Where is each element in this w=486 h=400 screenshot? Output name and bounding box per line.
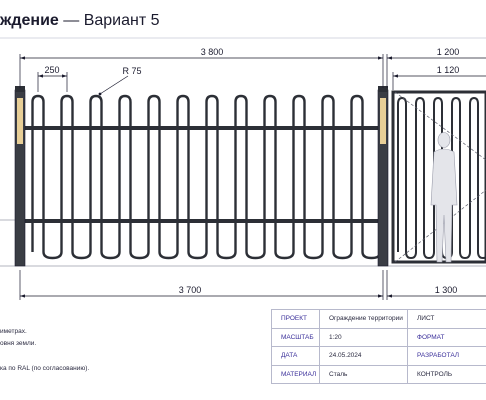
note-line-2: овня земли. — [0, 340, 37, 347]
center-post — [378, 86, 388, 266]
fence-bar — [236, 96, 265, 258]
fence-bar — [62, 96, 91, 258]
gate-bar — [470, 98, 486, 258]
spec-value: 1:20 — [320, 328, 408, 347]
gate-bar — [398, 98, 416, 258]
spec-key: ПРОЕКТ — [272, 310, 320, 329]
title-subtitle: — Вариант 5 — [58, 12, 160, 29]
note-line-1: иметрах. — [0, 328, 27, 335]
gate-bar — [416, 98, 434, 258]
bottom-dimensions — [20, 270, 486, 300]
spec-row-date — [272, 347, 486, 366]
fence-bar — [207, 96, 236, 258]
spec-row-scale — [272, 328, 486, 347]
spec-row-material — [272, 365, 486, 384]
dim-total-width: 3 800 — [200, 47, 224, 57]
dimension-ticks — [20, 56, 398, 95]
fence-bar — [91, 96, 120, 258]
spec-table — [271, 309, 486, 384]
spec-row-project — [272, 310, 486, 329]
top-rail — [24, 126, 379, 130]
note-line-3: ка по RAL (по согласованию). — [0, 365, 90, 372]
dim-radius: R 75 — [122, 66, 142, 76]
fence-bar — [294, 96, 323, 258]
fence-bar — [265, 96, 294, 258]
dim-bottom-gate: 1 300 — [434, 285, 458, 295]
dim-gate-width: 1 200 — [436, 47, 460, 57]
fence-bar — [149, 96, 178, 258]
spec-label: ЛИСТ — [408, 310, 486, 329]
fence-bar — [323, 96, 352, 258]
fence-bars — [33, 96, 381, 258]
fence-bar — [178, 96, 207, 258]
spec-label: РАЗРАБОТАЛ — [408, 347, 486, 366]
gate — [393, 92, 486, 262]
spec-value: 24.05.2024 — [320, 347, 408, 366]
dim-bottom-total: 3 700 — [178, 285, 202, 295]
spec-key: МАТЕРИАЛ — [272, 365, 320, 384]
bottom-rail — [24, 219, 379, 223]
title-main: ждение — [0, 12, 59, 29]
spec-key: ДАТА — [272, 347, 320, 366]
spec-value: Сталь — [320, 365, 408, 384]
dim-bar-pitch: 250 — [44, 65, 60, 75]
spec-label: КОНТРОЛЬ — [408, 365, 486, 384]
top-dimensions — [20, 54, 486, 94]
dim-gate-inner: 1 120 — [436, 65, 460, 75]
fence-bar — [33, 96, 62, 258]
spec-value: Ограждение территории — [320, 310, 408, 329]
left-post — [15, 86, 25, 266]
fence-bar — [352, 96, 381, 258]
spec-key: МАСШТАБ — [272, 328, 320, 347]
fence-bar — [120, 96, 149, 258]
spec-label: ФОРМАТ — [408, 328, 486, 347]
